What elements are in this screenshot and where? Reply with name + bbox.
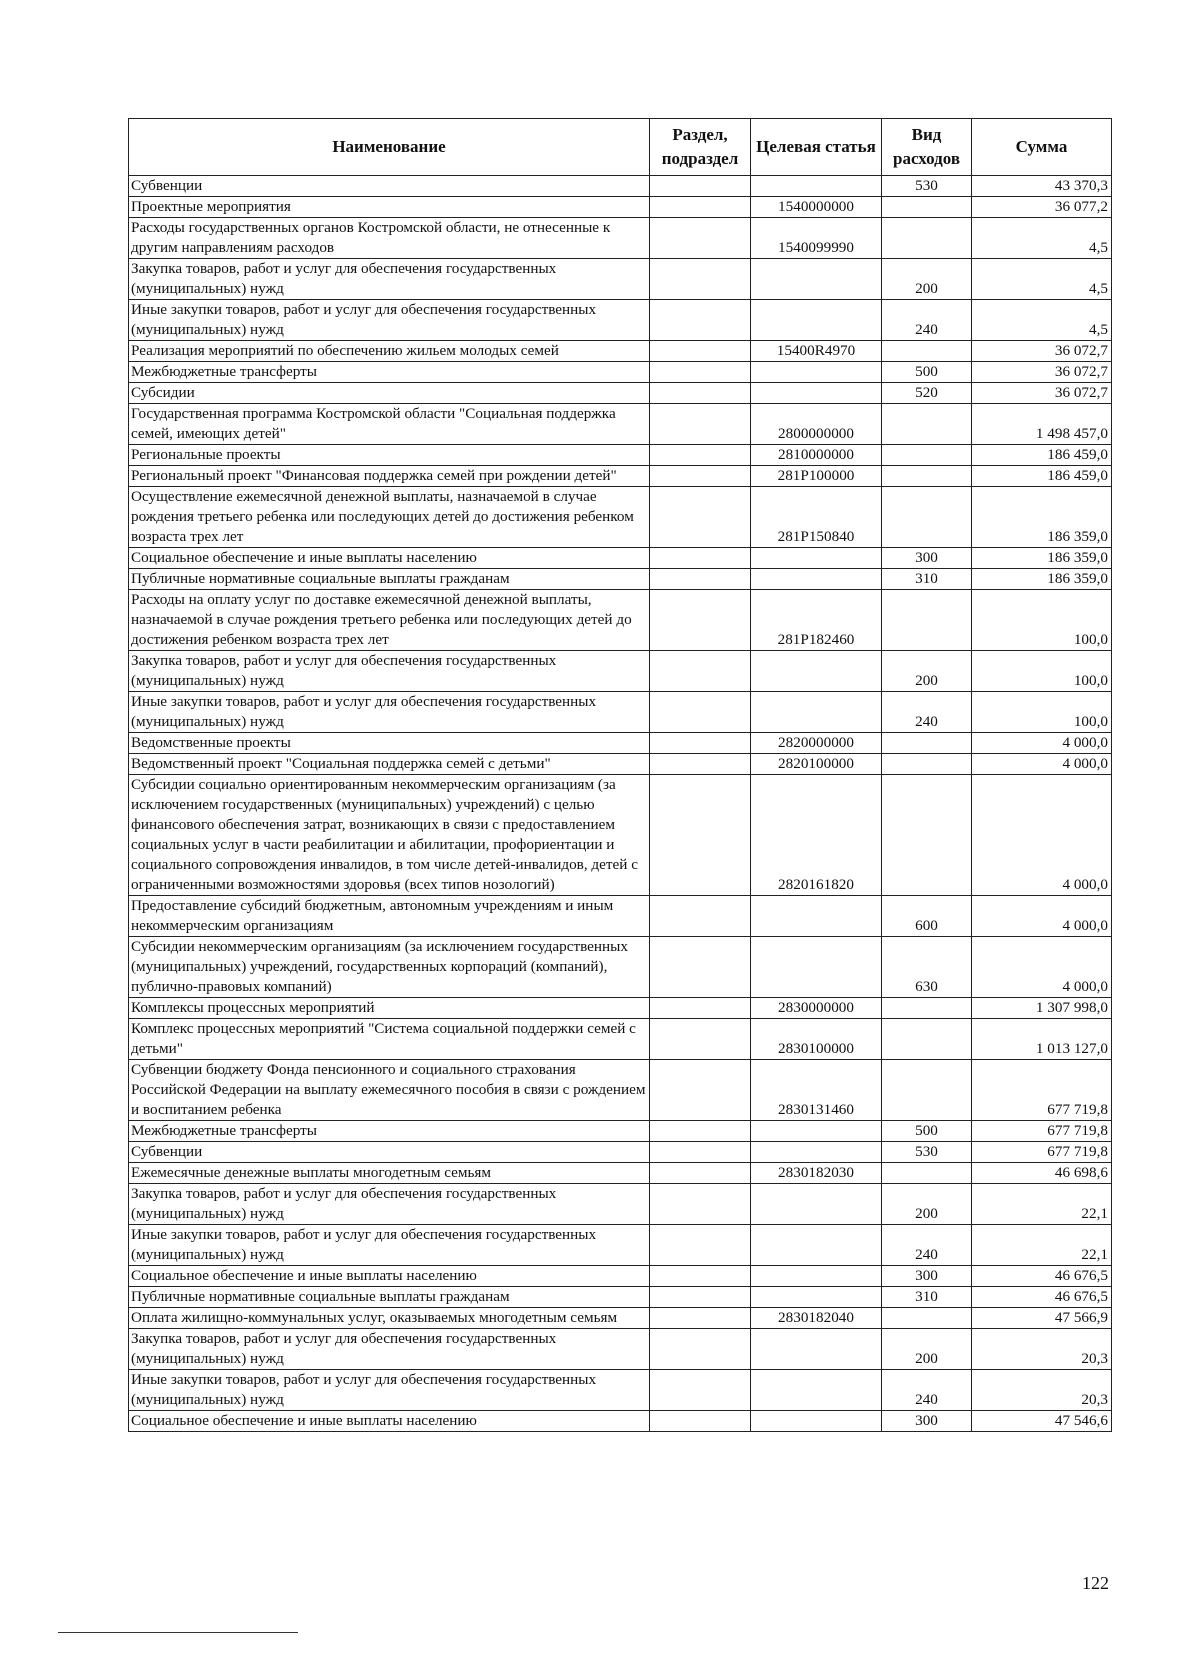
- cell-sum: 36 077,2: [972, 197, 1112, 218]
- cell-target: [751, 1370, 882, 1411]
- cell-name: Субвенции: [129, 1142, 650, 1163]
- cell-target: 2800000000: [751, 404, 882, 445]
- cell-target: [751, 176, 882, 197]
- cell-section: [650, 176, 751, 197]
- cell-type: 310: [882, 1287, 972, 1308]
- cell-sum: 1 013 127,0: [972, 1019, 1112, 1060]
- cell-name: Межбюджетные трансферты: [129, 1121, 650, 1142]
- cell-section: [650, 404, 751, 445]
- cell-section: [650, 1370, 751, 1411]
- cell-target: 1540000000: [751, 197, 882, 218]
- cell-name: Закупка товаров, работ и услуг для обеспечения государственных (муниципальных) нужд: [129, 651, 650, 692]
- cell-type: 240: [882, 300, 972, 341]
- table-row: [129, 590, 1112, 651]
- cell-target: [751, 651, 882, 692]
- cell-target: 2820161820: [751, 775, 882, 896]
- cell-target: 15400R4970: [751, 341, 882, 362]
- cell-target: 2830000000: [751, 998, 882, 1019]
- cell-name: Осуществление ежемесячной денежной выплаты, назначаемой в случае рождения третьего ребенка или последующих детей до достижения ребенком возраста трех лет: [129, 487, 650, 548]
- cell-sum: 677 719,8: [972, 1121, 1112, 1142]
- cell-sum: 36 072,7: [972, 383, 1112, 404]
- table-row: [129, 445, 1112, 466]
- cell-section: [650, 1308, 751, 1329]
- cell-target: 2830182030: [751, 1163, 882, 1184]
- cell-name: Субсидии: [129, 383, 650, 404]
- cell-section: [650, 218, 751, 259]
- cell-section: [650, 548, 751, 569]
- cell-section: [650, 1142, 751, 1163]
- table-row: [129, 1287, 1112, 1308]
- cell-type: [882, 998, 972, 1019]
- cell-sum: 4 000,0: [972, 937, 1112, 998]
- header-row: [129, 119, 1112, 176]
- header-section: Раздел, подраздел: [650, 119, 751, 176]
- cell-section: [650, 1287, 751, 1308]
- cell-type: 300: [882, 548, 972, 569]
- table-row: [129, 1370, 1112, 1411]
- cell-sum: 36 072,7: [972, 362, 1112, 383]
- cell-sum: 677 719,8: [972, 1060, 1112, 1121]
- cell-type: 200: [882, 1329, 972, 1370]
- cell-type: 530: [882, 176, 972, 197]
- cell-type: 240: [882, 1370, 972, 1411]
- cell-name: Социальное обеспечение и иные выплаты населению: [129, 1266, 650, 1287]
- cell-sum: 20,3: [972, 1329, 1112, 1370]
- cell-sum: 186 359,0: [972, 548, 1112, 569]
- cell-type: 240: [882, 1225, 972, 1266]
- table-row: [129, 1019, 1112, 1060]
- table-row: [129, 383, 1112, 404]
- cell-type: 240: [882, 692, 972, 733]
- cell-section: [650, 300, 751, 341]
- cell-target: [751, 937, 882, 998]
- cell-section: [650, 1329, 751, 1370]
- cell-target: 2820100000: [751, 754, 882, 775]
- cell-section: [650, 590, 751, 651]
- cell-sum: 186 459,0: [972, 445, 1112, 466]
- cell-sum: 1 498 457,0: [972, 404, 1112, 445]
- cell-type: 530: [882, 1142, 972, 1163]
- cell-section: [650, 383, 751, 404]
- cell-section: [650, 341, 751, 362]
- cell-target: [751, 1411, 882, 1432]
- cell-name: Предоставление субсидий бюджетным, автономным учреждениям и иным некоммерческим организациям: [129, 896, 650, 937]
- cell-name: Ведомственный проект "Социальная поддержка семей с детьми": [129, 754, 650, 775]
- cell-sum: 1 307 998,0: [972, 998, 1112, 1019]
- cell-name: Субсидии социально ориентированным некоммерческим организациям (за исключением государственных (муниципальных) учреждений) с целью финансового обеспечения затрат, возникающих в связи с предоставлением социальных услуг в части реабилитации и абилитации, профориентации и социального сопровождения инвалидов, в том числе детей-инвалидов, детей с ограниченными возможностями здоровья (всех типов нозологий): [129, 775, 650, 896]
- cell-name: Субсидии некоммерческим организациям (за исключением государственных (муниципальных) учреждений, государственных корпораций (компаний), публично-правовых компаний): [129, 937, 650, 998]
- table-row: [129, 1308, 1112, 1329]
- cell-name: Социальное обеспечение и иные выплаты населению: [129, 548, 650, 569]
- cell-sum: 4 000,0: [972, 733, 1112, 754]
- cell-type: 200: [882, 1184, 972, 1225]
- cell-section: [650, 1266, 751, 1287]
- cell-type: [882, 487, 972, 548]
- cell-name: Иные закупки товаров, работ и услуг для обеспечения государственных (муниципальных) нужд: [129, 300, 650, 341]
- table-row: [129, 733, 1112, 754]
- cell-target: [751, 896, 882, 937]
- cell-type: [882, 1019, 972, 1060]
- cell-name: Иные закупки товаров, работ и услуг для обеспечения государственных (муниципальных) нужд: [129, 1370, 650, 1411]
- table-row: [129, 775, 1112, 896]
- cell-section: [650, 937, 751, 998]
- cell-type: [882, 218, 972, 259]
- cell-sum: 100,0: [972, 651, 1112, 692]
- cell-section: [650, 733, 751, 754]
- table-row: [129, 1121, 1112, 1142]
- cell-sum: 186 459,0: [972, 466, 1112, 487]
- cell-sum: 46 676,5: [972, 1266, 1112, 1287]
- table-row: [129, 362, 1112, 383]
- cell-type: [882, 445, 972, 466]
- cell-section: [650, 1163, 751, 1184]
- cell-sum: 47 546,6: [972, 1411, 1112, 1432]
- footnote-divider: [58, 1632, 298, 1633]
- cell-target: [751, 1287, 882, 1308]
- cell-target: 281P150840: [751, 487, 882, 548]
- cell-sum: 100,0: [972, 692, 1112, 733]
- cell-target: 2830100000: [751, 1019, 882, 1060]
- cell-sum: 4,5: [972, 300, 1112, 341]
- budget-table: [128, 118, 1112, 1432]
- cell-type: [882, 466, 972, 487]
- table-row: [129, 1163, 1112, 1184]
- cell-name: Ежемесячные денежные выплаты многодетным семьям: [129, 1163, 650, 1184]
- cell-type: [882, 733, 972, 754]
- cell-target: [751, 259, 882, 300]
- cell-section: [650, 754, 751, 775]
- cell-name: Проектные мероприятия: [129, 197, 650, 218]
- cell-sum: 43 370,3: [972, 176, 1112, 197]
- cell-type: [882, 341, 972, 362]
- cell-target: [751, 1121, 882, 1142]
- cell-sum: 4 000,0: [972, 896, 1112, 937]
- cell-type: 310: [882, 569, 972, 590]
- cell-name: Реализация мероприятий по обеспечению жильем молодых семей: [129, 341, 650, 362]
- cell-sum: 22,1: [972, 1184, 1112, 1225]
- cell-target: [751, 569, 882, 590]
- cell-type: [882, 1308, 972, 1329]
- cell-type: 500: [882, 1121, 972, 1142]
- cell-name: Субвенции бюджету Фонда пенсионного и социального страхования Российской Федерации на выплату ежемесячного пособия в связи с рождением и воспитанием ребенка: [129, 1060, 650, 1121]
- cell-section: [650, 1225, 751, 1266]
- cell-type: [882, 1163, 972, 1184]
- cell-section: [650, 998, 751, 1019]
- table-row: [129, 466, 1112, 487]
- cell-type: 500: [882, 362, 972, 383]
- cell-sum: 4,5: [972, 259, 1112, 300]
- cell-name: Иные закупки товаров, работ и услуг для обеспечения государственных (муниципальных) нужд: [129, 692, 650, 733]
- cell-name: Комплексы процессных мероприятий: [129, 998, 650, 1019]
- cell-type: [882, 590, 972, 651]
- cell-section: [650, 896, 751, 937]
- cell-sum: 186 359,0: [972, 487, 1112, 548]
- table-row: [129, 404, 1112, 445]
- cell-section: [650, 362, 751, 383]
- cell-name: Государственная программа Костромской области "Социальная поддержка семей, имеющих детей": [129, 404, 650, 445]
- cell-name: Межбюджетные трансферты: [129, 362, 650, 383]
- table-row: [129, 569, 1112, 590]
- table-row: [129, 1411, 1112, 1432]
- cell-section: [650, 1411, 751, 1432]
- cell-type: [882, 775, 972, 896]
- table-row: [129, 1225, 1112, 1266]
- cell-target: 2810000000: [751, 445, 882, 466]
- table-row: [129, 218, 1112, 259]
- cell-target: [751, 1184, 882, 1225]
- cell-sum: 4 000,0: [972, 775, 1112, 896]
- cell-section: [650, 1121, 751, 1142]
- cell-name: Расходы государственных органов Костромской области, не отнесенные к другим направлениям расходов: [129, 218, 650, 259]
- cell-type: [882, 1060, 972, 1121]
- cell-target: [751, 692, 882, 733]
- cell-type: 300: [882, 1411, 972, 1432]
- cell-sum: 22,1: [972, 1225, 1112, 1266]
- table-row: [129, 1184, 1112, 1225]
- cell-section: [650, 445, 751, 466]
- cell-type: 600: [882, 896, 972, 937]
- cell-target: 281P100000: [751, 466, 882, 487]
- cell-section: [650, 775, 751, 896]
- header-target: Целевая статья: [751, 119, 882, 176]
- cell-type: 200: [882, 259, 972, 300]
- table-row: [129, 1266, 1112, 1287]
- cell-name: Региональные проекты: [129, 445, 650, 466]
- header-sum: Сумма: [972, 119, 1112, 176]
- cell-sum: 4 000,0: [972, 754, 1112, 775]
- cell-section: [650, 466, 751, 487]
- cell-type: 630: [882, 937, 972, 998]
- cell-sum: 4,5: [972, 218, 1112, 259]
- cell-target: 2830131460: [751, 1060, 882, 1121]
- cell-name: Публичные нормативные социальные выплаты гражданам: [129, 1287, 650, 1308]
- table-row: [129, 692, 1112, 733]
- cell-target: 2830182040: [751, 1308, 882, 1329]
- table-row: [129, 259, 1112, 300]
- table-row: [129, 896, 1112, 937]
- cell-name: Социальное обеспечение и иные выплаты населению: [129, 1411, 650, 1432]
- cell-section: [650, 692, 751, 733]
- cell-type: [882, 754, 972, 775]
- table-row: [129, 1142, 1112, 1163]
- cell-name: Региональный проект "Финансовая поддержка семей при рождении детей": [129, 466, 650, 487]
- cell-target: [751, 548, 882, 569]
- cell-type: [882, 197, 972, 218]
- cell-type: [882, 404, 972, 445]
- cell-section: [650, 1184, 751, 1225]
- table-header: [129, 119, 1112, 176]
- table-row: [129, 998, 1112, 1019]
- cell-target: [751, 383, 882, 404]
- cell-target: 2820000000: [751, 733, 882, 754]
- table-row: [129, 1329, 1112, 1370]
- table-row: [129, 197, 1112, 218]
- cell-sum: 20,3: [972, 1370, 1112, 1411]
- cell-section: [650, 651, 751, 692]
- cell-section: [650, 1060, 751, 1121]
- cell-sum: 46 676,5: [972, 1287, 1112, 1308]
- cell-name: Комплекс процессных мероприятий "Система социальной поддержки семей с детьми": [129, 1019, 650, 1060]
- cell-target: [751, 300, 882, 341]
- table-body: [129, 176, 1112, 1432]
- cell-target: [751, 1329, 882, 1370]
- cell-target: [751, 1266, 882, 1287]
- cell-section: [650, 487, 751, 548]
- table-row: [129, 548, 1112, 569]
- cell-section: [650, 259, 751, 300]
- cell-name: Закупка товаров, работ и услуг для обеспечения государственных (муниципальных) нужд: [129, 1329, 650, 1370]
- table-row: [129, 176, 1112, 197]
- cell-sum: 100,0: [972, 590, 1112, 651]
- cell-type: 300: [882, 1266, 972, 1287]
- cell-target: 281P182460: [751, 590, 882, 651]
- header-type: Вид расходов: [882, 119, 972, 176]
- cell-type: 520: [882, 383, 972, 404]
- cell-name: Субвенции: [129, 176, 650, 197]
- cell-name: Закупка товаров, работ и услуг для обеспечения государственных (муниципальных) нужд: [129, 1184, 650, 1225]
- cell-type: 200: [882, 651, 972, 692]
- table-row: [129, 651, 1112, 692]
- table-row: [129, 300, 1112, 341]
- cell-target: 1540099990: [751, 218, 882, 259]
- cell-name: Оплата жилищно-коммунальных услуг, оказываемых многодетным семьям: [129, 1308, 650, 1329]
- table-row: [129, 1060, 1112, 1121]
- cell-name: Ведомственные проекты: [129, 733, 650, 754]
- page-number: 122: [1082, 1573, 1109, 1593]
- cell-section: [650, 1019, 751, 1060]
- cell-name: Закупка товаров, работ и услуг для обеспечения государственных (муниципальных) нужд: [129, 259, 650, 300]
- cell-name: Публичные нормативные социальные выплаты гражданам: [129, 569, 650, 590]
- cell-target: [751, 362, 882, 383]
- cell-name: Иные закупки товаров, работ и услуг для обеспечения государственных (муниципальных) нужд: [129, 1225, 650, 1266]
- cell-section: [650, 569, 751, 590]
- cell-sum: 186 359,0: [972, 569, 1112, 590]
- cell-sum: 677 719,8: [972, 1142, 1112, 1163]
- table-row: [129, 937, 1112, 998]
- cell-sum: 47 566,9: [972, 1308, 1112, 1329]
- cell-sum: 36 072,7: [972, 341, 1112, 362]
- cell-name: Расходы на оплату услуг по доставке ежемесячной денежной выплаты, назначаемой в случае рождения третьего ребенка или последующих детей до достижения ребенком возраста трех лет: [129, 590, 650, 651]
- cell-target: [751, 1142, 882, 1163]
- header-name: Наименование: [129, 119, 650, 176]
- cell-section: [650, 197, 751, 218]
- cell-sum: 46 698,6: [972, 1163, 1112, 1184]
- table-row: [129, 341, 1112, 362]
- table-row: [129, 487, 1112, 548]
- table-row: [129, 754, 1112, 775]
- cell-target: [751, 1225, 882, 1266]
